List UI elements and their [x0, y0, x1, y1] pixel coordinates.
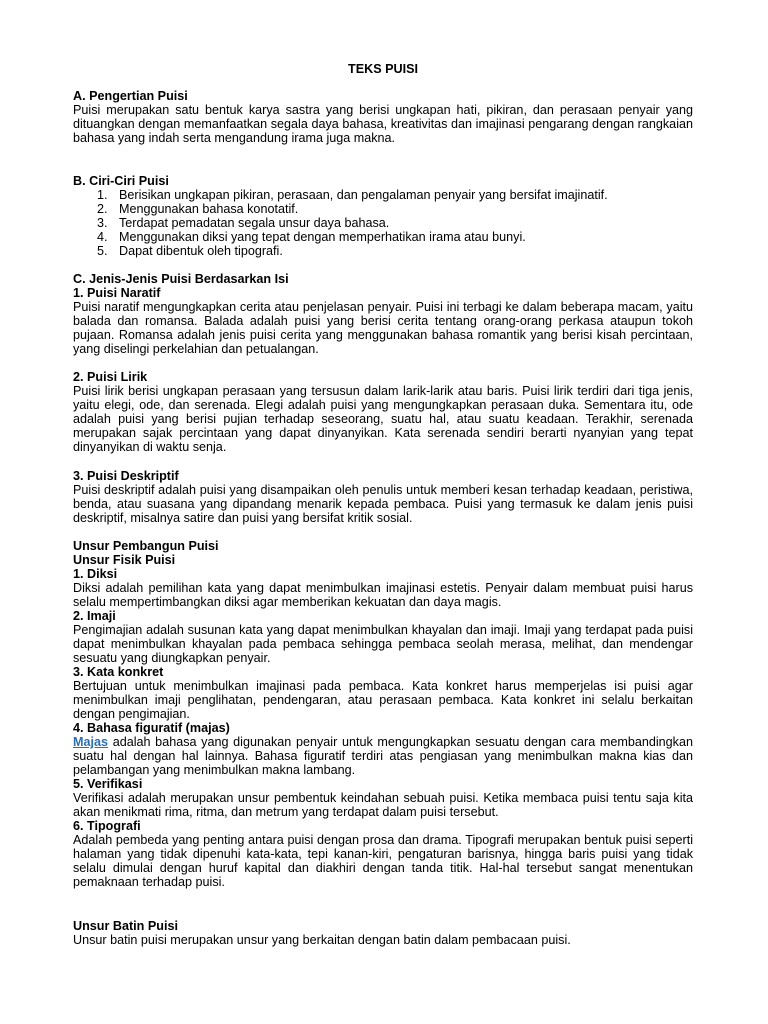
item-heading: 4. Bahasa figuratif (majas) — [73, 721, 230, 735]
paragraph: Puisi lirik berisi ungkapan perasaan yang tersusun dalam larik-larik atau baris. Puisi lirik terdiri dari tiga jenis, yaitu elegi, ode, dan serenada. Elegi adalah puisi yang mengungkapkan perasaan duka. Sementara itu, ode adalah puisi yang berisi pujian terhadap seseorang, suatu hal, atau suatu keadaan. Terakhir, serenada merupakan sajak percintaan yang dapat dinyanyikan. Kata serenada sendiri berarti nyanyian yang tepat dinyanyikan di waktu senja. — [73, 384, 693, 454]
section-unsur-batin — [73, 919, 693, 947]
paragraph: Unsur batin puisi merupakan unsur yang berkaitan dengan batin dalam pembacaan puisi. — [73, 933, 571, 947]
subsection-heading: 3. Puisi Deskriptif — [73, 469, 179, 483]
section-heading: C. Jenis-Jenis Puisi Berdasarkan Isi — [73, 272, 289, 286]
section-heading: A. Pengertian Puisi — [73, 89, 188, 103]
ciri-list — [73, 188, 693, 258]
majas-link[interactable]: Majas — [73, 735, 109, 749]
section-jenis-puisi — [73, 272, 693, 356]
paragraph: Bertujuan untuk menimbulkan imajinasi pada pembaca. Kata konkret harus memperjelas isi puisi agar menimbulkan imaji penglihatan, pendengaran, atau perasaan pembaca. Kata konkret ini selalu berkaitan dengan pengimajian. — [73, 679, 693, 721]
item-heading: 2. Imaji — [73, 609, 116, 623]
item-heading: 1. Diksi — [73, 567, 118, 581]
section-puisi-lirik — [73, 370, 693, 454]
list-item: 1. Berisikan ungkapan pikiran, perasaan, dan pengalaman penyair yang bersifat imajinatif. — [97, 188, 608, 202]
paragraph: Pengimajian adalah susunan kata yang dapat menimbulkan khayalan dan imaji. Imaji yang terdapat pada puisi dapat menimbulkan khayalan pada pembaca sehingga pembaca seolah merasa, melihat, dan mendengar sesuatu yang diungkapkan penyair. — [73, 623, 693, 665]
paragraph: Verifikasi adalah merupakan unsur pembentuk keindahan sebuah puisi. Ketika membaca puisi tentu saja kita akan menikmati rima, ritma, dan metrum yang terdapat dalam puisi tersebut. — [73, 791, 693, 819]
section-heading: Unsur Batin Puisi — [73, 919, 178, 933]
list-item: 3. Terdapat pemadatan segala unsur daya bahasa. — [97, 216, 390, 230]
subsection-heading: 1. Puisi Naratif — [73, 286, 161, 300]
subsection-heading: 2. Puisi Lirik — [73, 370, 148, 384]
section-heading: Unsur Pembangun Puisi — [73, 539, 219, 553]
paragraph: Diksi adalah pemilihan kata yang dapat menimbulkan imajinasi estetis. Penyair dalam membuat puisi harus selalu mempertimbangkan diksi agar memberikan kekuatan dan daya magis. — [73, 581, 693, 609]
section-puisi-deskriptif — [73, 469, 693, 525]
item-heading: 3. Kata konkret — [73, 665, 164, 679]
section-heading: B. Ciri-Ciri Puisi — [73, 174, 169, 188]
document-title: TEKS PUISI — [348, 62, 418, 76]
paragraph: Puisi deskriptif adalah puisi yang disampaikan oleh penulis untuk memberi kesan terhadap keadaan, peristiwa, benda, atau suasana yang dipandang menarik kepada pembaca. Puisi yang termasuk ke dalam jenis puisi deskriptif, misalnya satire dan puisi yang bersifat kritik sosial. — [73, 483, 693, 525]
list-item: 2. Menggunakan bahasa konotatif. — [97, 202, 299, 216]
item-heading: 6. Tipografi — [73, 819, 141, 833]
list-item: 4. Menggunakan diksi yang tepat dengan memperhatikan irama atau bunyi. — [97, 230, 526, 244]
paragraph: Puisi merupakan satu bentuk karya sastra yang berisi ungkapan hati, pikiran, dan perasaan penyair yang dituangkan dengan memanfaatkan segala daya bahasa, kreativitas dan imajinasi pengarang dengan rangkaian bahasa yang indah serta mengandung irama juga makna. — [73, 103, 693, 145]
item-heading: 5. Verifikasi — [73, 777, 143, 791]
list-item: 5. Dapat dibentuk oleh tipografi. — [97, 244, 283, 258]
section-ciri-ciri — [73, 174, 693, 258]
section-unsur-pembangun — [73, 539, 693, 889]
section-pengertian — [73, 89, 693, 145]
subsection-heading: Unsur Fisik Puisi — [73, 553, 176, 567]
paragraph: Majas adalah bahasa yang digunakan penyair untuk mengungkapkan sesuatu dengan cara membandingkan suatu hal dengan hal lainnya. Bahasa figuratif terdiri atas pengiasan yang menimbulkan makna kias dan pelambangan yang menimbulkan makna lambang. — [73, 735, 693, 777]
paragraph: Puisi naratif mengungkapkan cerita atau penjelasan penyair. Puisi ini terbagi ke dalam beberapa macam, yaitu balada dan romansa. Balada adalah puisi yang berisi cerita tentang orang-orang perkasa ataupun tokoh pujaan. Romansa adalah jenis puisi cerita yang menggunakan bahasa romantik yang berisi kisah percintaan, yang diselingi perkelahian dan petualangan. — [73, 300, 693, 356]
paragraph: Adalah pembeda yang penting antara puisi dengan prosa dan drama. Tipografi merupakan bentuk puisi seperti halaman yang tidak dipenuhi kata-kata, tepi kanan-kiri, pengaturan barisnya, hingga baris puisi yang tidak selalu dimulai dengan huruf kapital dan diakhiri dengan tanda titik. Hal-hal tersebut sangat menentukan pemaknaan terhadap puisi. — [73, 833, 693, 889]
